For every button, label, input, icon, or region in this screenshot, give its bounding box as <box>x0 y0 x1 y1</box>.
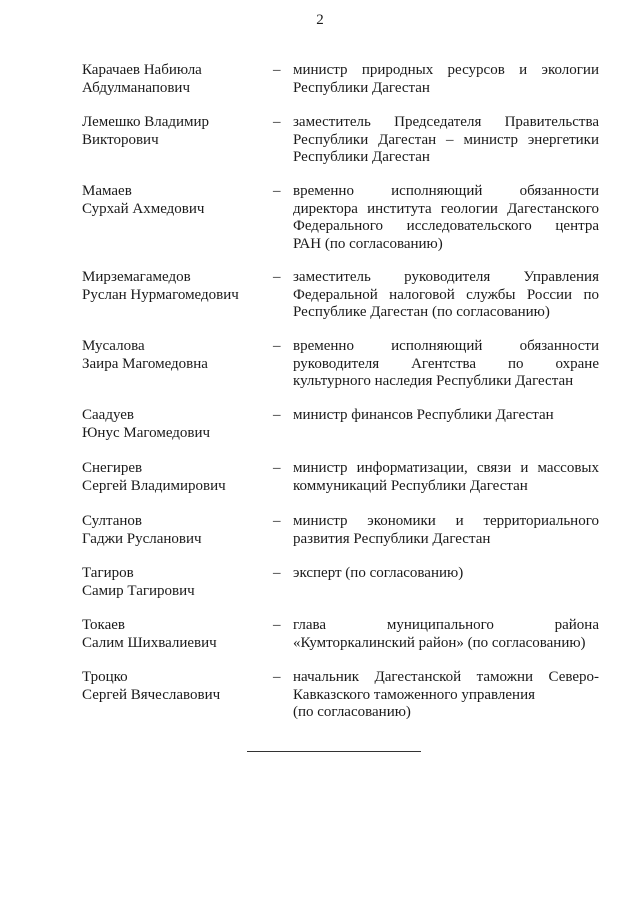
position-line: руководителя Агентства по охране <box>293 355 599 372</box>
position-line: эксперт (по согласованию) <box>293 565 464 581</box>
position-line: глава муниципального района <box>293 617 599 633</box>
position-line: Республики Дагестан <box>293 149 430 165</box>
dash-separator: – <box>273 183 281 199</box>
member-position <box>293 565 599 583</box>
member-surname: Тагиров <box>82 565 134 581</box>
member-surname: Мирземагамедов <box>82 269 191 285</box>
position-line: министр информатизации, связи и массовых <box>293 460 599 476</box>
member-name <box>82 617 267 652</box>
dash-separator: – <box>273 617 281 633</box>
member-given-names: Сергей Вячеславович <box>82 686 221 703</box>
member-surname: Снегирев <box>82 460 143 476</box>
position-line: заместитель Председателя Правительства <box>293 114 599 130</box>
position-line: директора института геологии Дагестанского <box>293 200 599 217</box>
member-position <box>293 460 599 495</box>
end-of-list-rule <box>247 751 421 752</box>
member-position <box>293 407 599 425</box>
member-surname: Мамаев <box>82 183 132 199</box>
member-position <box>293 338 599 391</box>
position-line: Кавказского таможенного управления <box>293 686 535 703</box>
dash-separator: – <box>273 269 281 285</box>
member-position <box>293 513 599 548</box>
member-position <box>293 114 599 167</box>
dash-separator: – <box>273 460 281 476</box>
member-surname: Саадуев <box>82 407 134 423</box>
position-line: развития Республики Дагестан <box>293 530 491 547</box>
position-line: Республике Дагестан (по согласованию) <box>293 304 550 320</box>
member-given-names: Викторович <box>82 131 159 148</box>
member-given-names: Юнус Магомедович <box>82 424 211 441</box>
position-line: Федеральной налоговой службы России по <box>293 286 599 303</box>
position-line: Федерального исследовательского центра <box>293 218 599 234</box>
dash-separator: – <box>273 114 281 130</box>
position-line: «Кумторкалинский район» (по согласованию) <box>293 634 586 651</box>
member-given-names: Руслан Нурмагомедович <box>82 286 239 303</box>
member-position <box>293 183 599 253</box>
position-line: временно исполняющий обязанности <box>293 183 599 199</box>
member-surname: Султанов <box>82 513 142 529</box>
member-surname: Мусалова <box>82 338 145 354</box>
dash-separator: – <box>273 62 281 78</box>
member-name <box>82 114 267 149</box>
page-number: 2 <box>316 12 324 28</box>
member-name <box>82 513 267 548</box>
position-line: Республики Дагестан – министр энергетики <box>293 131 599 148</box>
member-name <box>82 338 267 373</box>
member-given-names: Самир Тагирович <box>82 582 195 599</box>
position-line: заместитель руководителя Управления <box>293 269 599 285</box>
member-given-names: Салим Шихвалиевич <box>82 634 217 651</box>
dash-separator: – <box>273 669 281 685</box>
dash-separator: – <box>273 338 281 354</box>
position-line: временно исполняющий обязанности <box>293 338 599 354</box>
position-line: Республики Дагестан <box>293 79 430 96</box>
member-name <box>82 460 267 495</box>
member-given-names: Абдулманапович <box>82 79 191 96</box>
member-position <box>293 62 599 97</box>
member-given-names: Гаджи Русланович <box>82 530 202 547</box>
dash-separator: – <box>273 407 281 423</box>
member-name <box>82 62 267 97</box>
dash-separator: – <box>273 565 281 581</box>
member-given-names: Сурхай Ахмедович <box>82 200 205 217</box>
position-line: культурного наследия Республики Дагестан <box>293 373 574 389</box>
member-surname: Троцко <box>82 669 128 685</box>
member-surname: Лемешко Владимир <box>82 114 210 130</box>
dash-separator: – <box>273 513 281 529</box>
member-surname: Карачаев Набиюла <box>82 62 202 78</box>
member-name <box>82 183 267 218</box>
member-name <box>82 407 267 442</box>
position-line: (по согласованию) <box>293 704 411 720</box>
member-name <box>82 269 267 304</box>
member-given-names: Заира Магомедовна <box>82 355 208 372</box>
member-position <box>293 669 599 722</box>
position-line: министр природных ресурсов и экологии <box>293 62 599 78</box>
member-name <box>82 669 267 704</box>
member-surname: Токаев <box>82 617 125 633</box>
position-line: министр финансов Республики Дагестан <box>293 407 554 423</box>
member-name <box>82 565 267 600</box>
position-line: коммуникаций Республики Дагестан <box>293 477 528 494</box>
position-line: начальник Дагестанской таможни Северо- <box>293 669 599 685</box>
position-line: министр экономики и территориального <box>293 513 599 529</box>
member-given-names: Сергей Владимирович <box>82 477 226 494</box>
position-line: РАН (по согласованию) <box>293 235 443 252</box>
member-position <box>293 617 599 652</box>
member-position <box>293 269 599 322</box>
